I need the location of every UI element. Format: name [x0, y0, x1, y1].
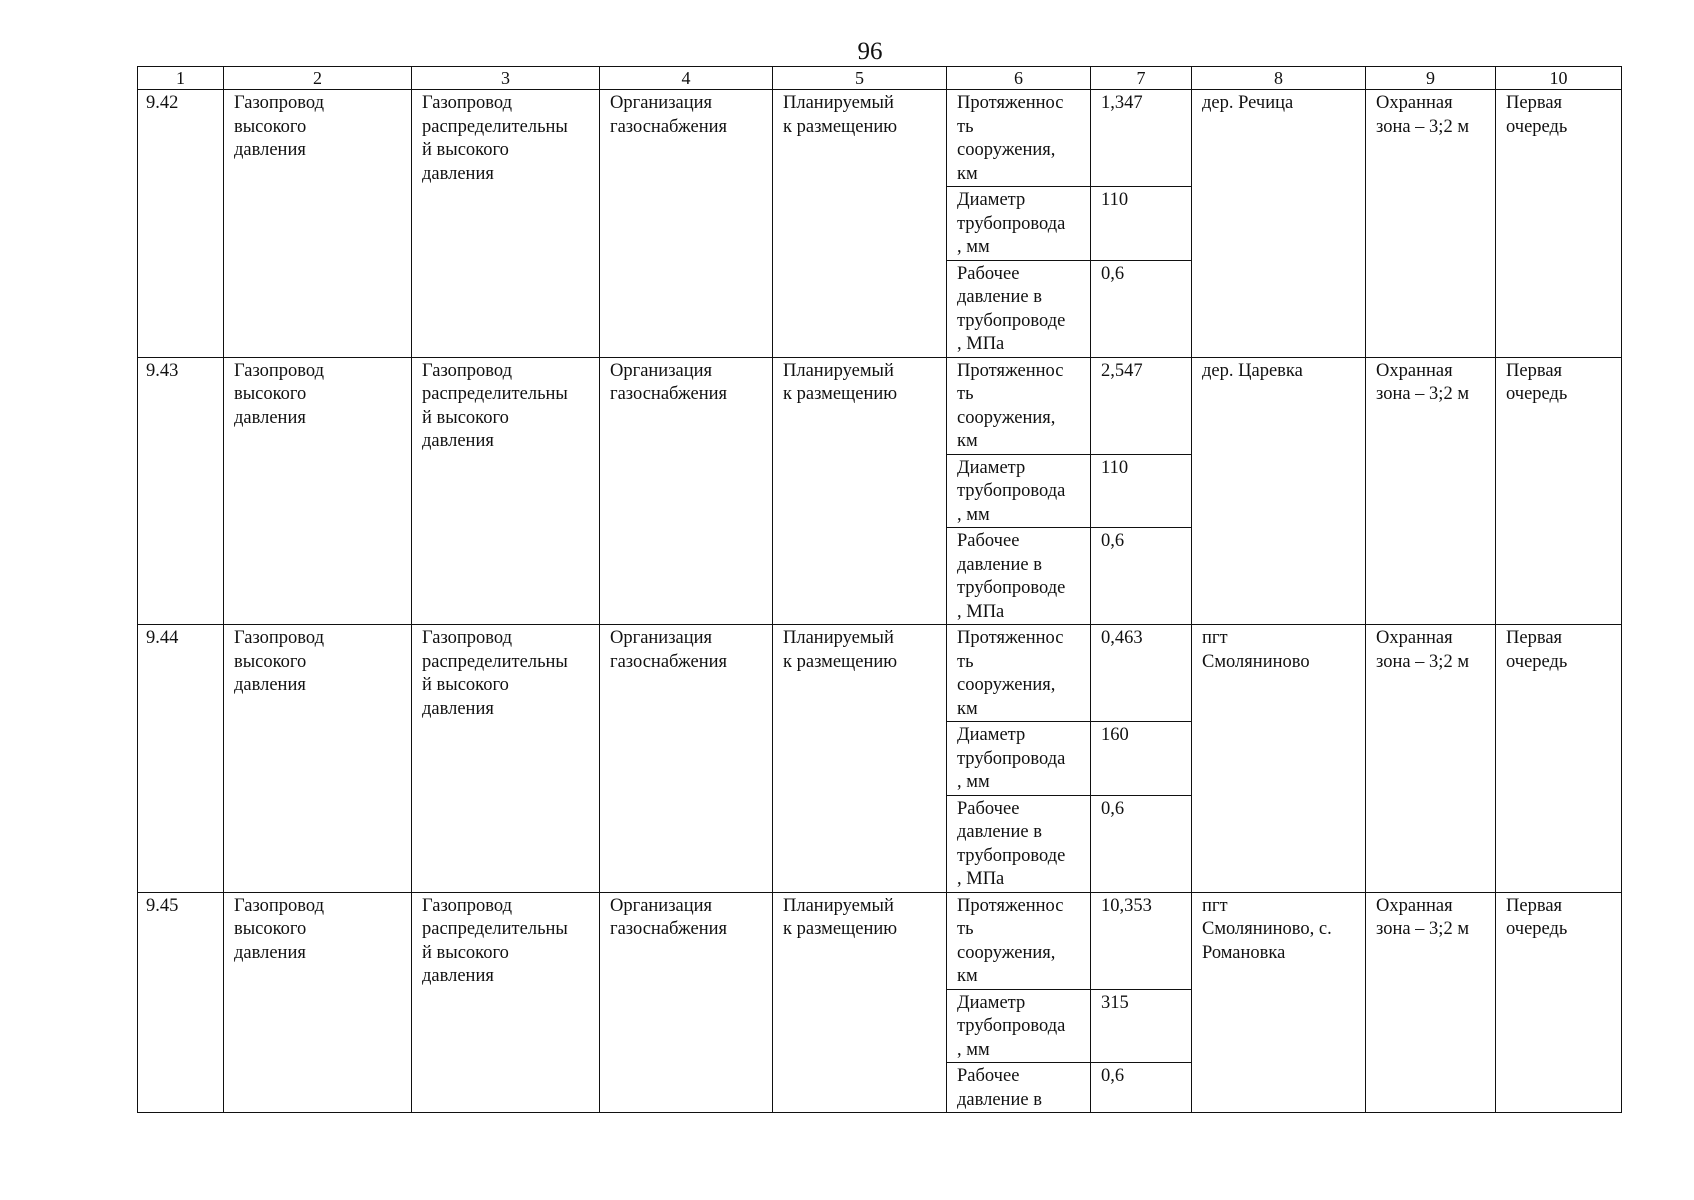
object-purpose-cell: Газопровод распределительны й высокого давления: [412, 892, 600, 1113]
status-cell: Планируемый к размещению: [773, 357, 947, 625]
stage-cell: Первая очередь: [1496, 625, 1622, 893]
protection-zone-cell: Охранная зона – 3;2 м: [1366, 357, 1496, 625]
object-purpose-cell: Газопровод распределительны й высокого давления: [412, 90, 600, 358]
object-name-cell: Газопровод высокого давления: [224, 357, 412, 625]
row-number-cell: 9.43: [138, 357, 224, 625]
parameter-label-cell: Диаметр трубопровода , мм: [947, 454, 1091, 528]
organization-cell: Организация газоснабжения: [600, 357, 773, 625]
parameter-label-cell: Рабочее давление в трубопроводе , МПа: [947, 260, 1091, 357]
organization-cell: Организация газоснабжения: [600, 892, 773, 1113]
column-number: 4: [600, 67, 773, 90]
stage-cell: Первая очередь: [1496, 357, 1622, 625]
location-cell: пгт Смоляниново, с. Романовка: [1192, 892, 1366, 1113]
status-cell: Планируемый к размещению: [773, 90, 947, 358]
object-purpose-cell: Газопровод распределительны й высокого давления: [412, 625, 600, 893]
object-name-cell: Газопровод высокого давления: [224, 625, 412, 893]
parameter-label-cell: Протяженнос ть сооружения, км: [947, 892, 1091, 989]
parameter-value-cell: 0,463: [1091, 625, 1192, 722]
column-number-row: [138, 67, 1622, 90]
column-number: 3: [412, 67, 600, 90]
stage-cell: Первая очередь: [1496, 90, 1622, 358]
organization-cell: Организация газоснабжения: [600, 90, 773, 358]
location-cell: дер. Царевка: [1192, 357, 1366, 625]
status-cell: Планируемый к размещению: [773, 625, 947, 893]
table-row: [138, 625, 1622, 722]
parameter-label-cell: Протяженнос ть сооружения, км: [947, 90, 1091, 187]
page-number: 96: [857, 38, 883, 65]
object-purpose-cell: Газопровод распределительны й высокого давления: [412, 357, 600, 625]
column-number: 1: [138, 67, 224, 90]
parameter-value-cell: 1,347: [1091, 90, 1192, 187]
protection-zone-cell: Охранная зона – 3;2 м: [1366, 892, 1496, 1113]
parameter-value-cell: 0,6: [1091, 528, 1192, 625]
row-number-cell: 9.42: [138, 90, 224, 358]
parameter-value-cell: 110: [1091, 454, 1192, 528]
table-row: [138, 90, 1622, 187]
organization-cell: Организация газоснабжения: [600, 625, 773, 893]
column-number: 9: [1366, 67, 1496, 90]
parameter-value-cell: 315: [1091, 989, 1192, 1063]
location-cell: пгт Смоляниново: [1192, 625, 1366, 893]
row-number-cell: 9.44: [138, 625, 224, 893]
parameter-label-cell: Протяженнос ть сооружения, км: [947, 625, 1091, 722]
column-number: 7: [1091, 67, 1192, 90]
parameter-value-cell: 2,547: [1091, 357, 1192, 454]
row-number-cell: 9.45: [138, 892, 224, 1113]
object-name-cell: Газопровод высокого давления: [224, 892, 412, 1113]
protection-zone-cell: Охранная зона – 3;2 м: [1366, 625, 1496, 893]
parameter-label-cell: Протяженнос ть сооружения, км: [947, 357, 1091, 454]
parameter-value-cell: 0,6: [1091, 260, 1192, 357]
parameter-value-cell: 10,353: [1091, 892, 1192, 989]
parameter-label-cell: Диаметр трубопровода , мм: [947, 187, 1091, 261]
table-row: [138, 357, 1622, 454]
parameter-label-cell: Диаметр трубопровода , мм: [947, 722, 1091, 796]
parameter-value-cell: 160: [1091, 722, 1192, 796]
gas-pipeline-table: [137, 66, 1622, 1113]
object-name-cell: Газопровод высокого давления: [224, 90, 412, 358]
protection-zone-cell: Охранная зона – 3;2 м: [1366, 90, 1496, 358]
column-number: 2: [224, 67, 412, 90]
stage-cell: Первая очередь: [1496, 892, 1622, 1113]
column-number: 10: [1496, 67, 1622, 90]
column-number: 8: [1192, 67, 1366, 90]
location-cell: дер. Речица: [1192, 90, 1366, 358]
parameter-value-cell: 110: [1091, 187, 1192, 261]
column-number: 5: [773, 67, 947, 90]
parameter-label-cell: Рабочее давление в: [947, 1063, 1091, 1113]
parameter-label-cell: Рабочее давление в трубопроводе , МПа: [947, 528, 1091, 625]
parameter-label-cell: Диаметр трубопровода , мм: [947, 989, 1091, 1063]
status-cell: Планируемый к размещению: [773, 892, 947, 1113]
column-number: 6: [947, 67, 1091, 90]
parameter-value-cell: 0,6: [1091, 1063, 1192, 1113]
parameter-value-cell: 0,6: [1091, 795, 1192, 892]
parameter-label-cell: Рабочее давление в трубопроводе , МПа: [947, 795, 1091, 892]
table-row: [138, 892, 1622, 989]
